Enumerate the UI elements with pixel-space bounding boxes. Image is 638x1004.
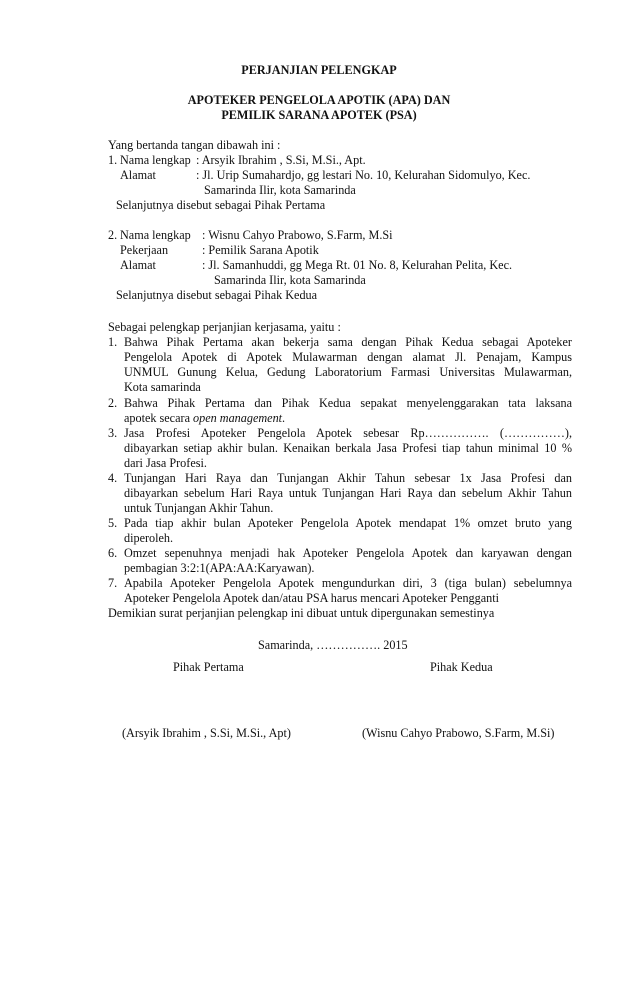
party2-address-line2: Samarinda Ilir, kota Samarinda [214, 273, 366, 287]
place-date: Samarinda, ……………. 2015 [258, 638, 408, 652]
party2-job-label: Pekerjaan [120, 243, 169, 257]
clause-6-number: 6. [108, 546, 118, 560]
clause-5-line-2: diperoleh. [124, 531, 174, 545]
clause-2-italic-term: open management [193, 411, 283, 425]
party1-name-value: : Arsyik Ibrahim , S.Si, M.Si., Apt. [196, 153, 366, 167]
clause-7-number: 7. [108, 576, 118, 590]
clause-2-line-2 [124, 411, 285, 426]
clause-3-number: 3. [108, 426, 118, 440]
clause-4-line-3: untuk Tunjangan Akhir Tahun. [124, 501, 274, 515]
signature-label-party1: Pihak Pertama [173, 660, 244, 674]
agreement-intro: Sebagai pelengkap perjanjian kerjasama, yaitu : [108, 320, 341, 334]
clause-6-line-2: pembagian 3:2:1(APA:AA:Karyawan). [124, 561, 315, 575]
party2-name-value: : Wisnu Cahyo Prabowo, S.Farm, M.Si [202, 228, 393, 242]
clause-4-line-1: Tunjangan Hari Raya dan Tunjangan Akhir Tahun sebesar 1x Jasa Profesi dan [124, 471, 572, 485]
clause-5-number: 5. [108, 516, 118, 530]
clause-1-number: 1. [108, 335, 118, 349]
party2-designation: Selanjutnya disebut sebagai Pihak Kedua [116, 288, 318, 302]
clause-1-line-2: Pengelola Apotek di Apotek Mulawarman dengan alamat Jl. Penajam, Kampus [124, 350, 572, 364]
document-subtitle-line2: PEMILIK SARANA APOTEK (PSA) [221, 108, 417, 122]
clause-6-line-1: Omzet sepenuhnya menjadi hak Apoteker Pengelola Apotek dan karyawan dengan [124, 546, 572, 560]
party2-number: 2. [108, 228, 118, 242]
party1-name-label: Nama lengkap [120, 153, 191, 167]
clause-1-line-4: Kota samarinda [124, 380, 201, 394]
document-subtitle-line1: APOTEKER PENGELOLA APOTIK (APA) DAN [187, 93, 451, 107]
document-title: PERJANJIAN PELENGKAP [241, 63, 397, 77]
closing-statement: Demikian surat perjanjian pelengkap ini dibuat untuk dipergunakan semestinya [108, 606, 495, 620]
party1-address-line2: Samarinda Ilir, kota Samarinda [204, 183, 356, 197]
clause-3-line-2: dibayarkan setiap akhir bulan. Kenaikan berkala Jasa Profesi tiap tahun minimal 10 % [124, 441, 572, 455]
clause-1-line-3: UNMUL Gunung Kelua, Gedung Laboratorium Farmasi Universitas Mulawarman, [124, 365, 572, 379]
clause-2-number: 2. [108, 396, 118, 410]
party1-address-line1: : Jl. Urip Sumahardjo, gg lestari No. 10, Kelurahan Sidomulyo, Kec. [196, 168, 531, 182]
party2-name-label: Nama lengkap [120, 228, 191, 242]
clause-7-line-1: Apabila Apoteker Pengelola Apotek mengundurkan diri, 3 (tiga bulan) sebelumnya [124, 576, 572, 590]
clause-7-line-2: Apoteker Pengelola Apotek dan/atau PSA harus mencari Apoteker Pengganti [124, 591, 500, 605]
clause-4-number: 4. [108, 471, 118, 485]
party2-address-line1: : Jl. Samanhuddi, gg Mega Rt. 01 No. 8, Kelurahan Pelita, Kec. [202, 258, 513, 272]
party2-address-label: Alamat [120, 258, 156, 272]
clause-3-line-3: dari Jasa Profesi. [124, 456, 207, 470]
clause-2-line-2-text: apotek secara [124, 411, 190, 425]
intro-text: Yang bertanda tangan dibawah ini : [108, 138, 281, 152]
party1-address-label: Alamat [120, 168, 156, 182]
clause-1-line-1: Bahwa Pihak Pertama akan bekerja sama dengan Pihak Kedua sebagai Apoteker [124, 335, 572, 349]
clause-4-line-2: dibayarkan sebelum Hari Raya untuk Tunjangan Hari Raya dan sebelum Akhir Tahun [124, 486, 572, 500]
clause-2-line-1: Bahwa Pihak Pertama dan Pihak Kedua sepakat menyelenggarakan tata laksana [124, 396, 572, 410]
party1-number: 1. [108, 153, 118, 167]
clause-3-line-1: Jasa Profesi Apoteker Pengelola Apotek sebesar Rp……………. (……………), [124, 426, 572, 440]
signature-label-party2: Pihak Kedua [430, 660, 493, 674]
signature-name-party2: (Wisnu Cahyo Prabowo, S.Farm, M.Si) [362, 726, 555, 740]
party2-job-value: : Pemilik Sarana Apotik [202, 243, 319, 257]
signature-name-party1: (Arsyik Ibrahim , S.Si, M.Si., Apt) [122, 726, 291, 740]
clause-2-line-2-end: . [282, 411, 286, 425]
clause-5-line-1: Pada tiap akhir bulan Apoteker Pengelola Apotek mendapat 1% omzet bruto yang [124, 516, 572, 530]
party1-designation: Selanjutnya disebut sebagai Pihak Pertama [116, 198, 326, 212]
